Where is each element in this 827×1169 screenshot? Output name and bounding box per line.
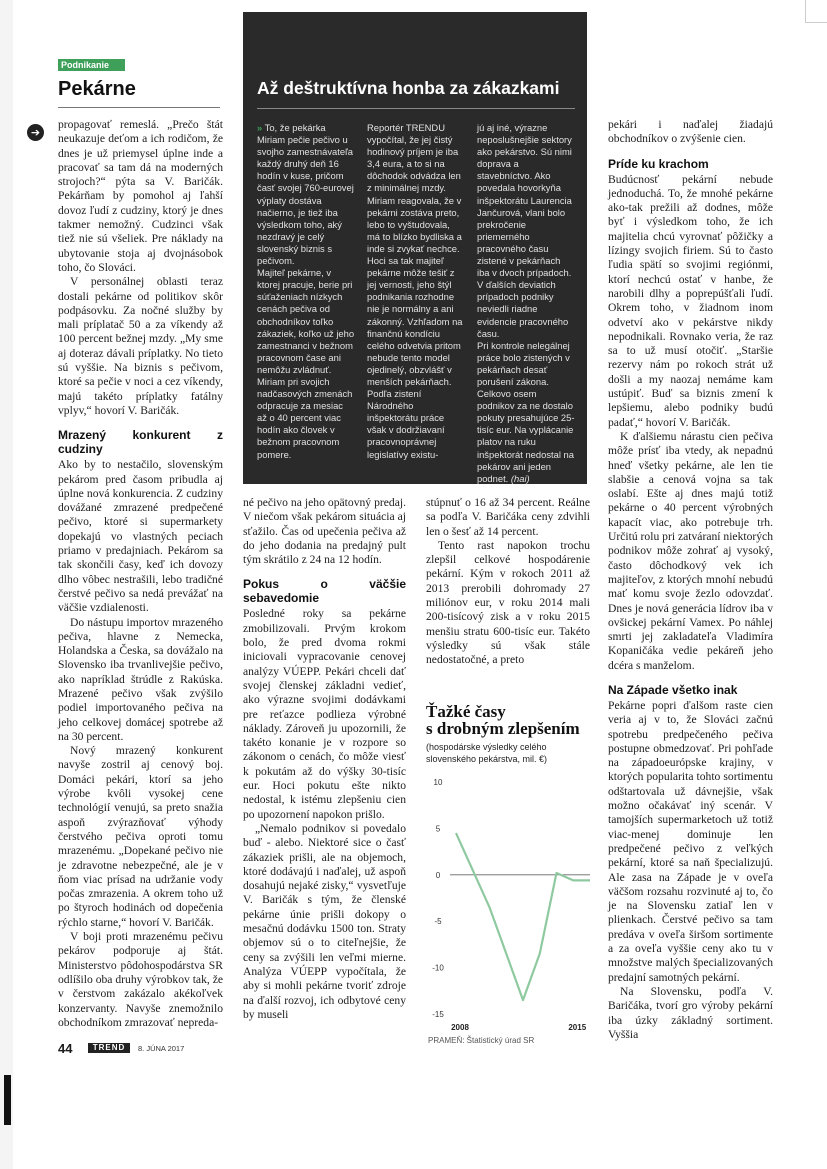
paragraph: né pečivo na jeho opätovný predaj. V niečom však pekárom situácia aj sťažilo. Čas od upečenia pečiva až do jeho dodania na predajný pult tým skrátilo z 24 na 12 hodín. [243,496,406,567]
continuation-arrow-icon: ➔ [27,124,44,141]
sidebar-text: Pri kontrole nelegálnej práce bolo zistených v pekárňach desať porušení zákona. Celkovo osem podnikov za ne dostalo pokuty presahujúce 25-tisíc eur. Na vyplácanie platov na ruku inšpektorát nedostal na pekárov ani jeden podnet. [477,339,575,484]
subheading: Mrazený konkurent z cudziny [58,428,223,457]
paragraph: Do nástupu importov mrazeného pečiva, hlavne z Nemecka, Holandska a Česka, sa dovážalo na Slovensko iba trvanlivejšie pečivo, ako napríklad štrúdle z Rakúska. Mrazené pečivo však zvýšilo podiel importovaného pečiva na jeho celkovej domácej spotrebe až na 30 percent. [58,615,223,743]
line-chart [420,772,596,1034]
paragraph: Posledné roky sa pekárne zmobilizovali. Prvým krokom bolo, že pred dvoma rokmi iniciovali vypracovanie cenovej analýzy VÚEPP. Pekári chceli dať svojej členskej základni vedieť, ako výrazne svojimi dodávkami pre reťazce podlieza výrobné náklady. Zároveň ju upozornili, že takéto konanie je v rozpore so zákonom o cenách, čo môže viesť k pokutám až do výšky 30-tisíc eur. Hoci pokutu ešte nikto nedostal, k istému zlepšeniu cien po upozornení napokon prišlo. [243,607,406,821]
sidebar-paragraph: Reportér TRENDU vypočítal, že jej čistý hodinový príjem je iba 3,4 eura, a to si na dôchodok odvádza len z minimálnej mzdy. Miriam reagovala, že v pekárni zostáva preto, lebo to vyštudovala, má to blízko bydliska a inde si zvykať nechce. [367,122,462,254]
scan-edge [0,0,13,1169]
paragraph: propagovať remeslá. „Prečo štát neukazuje deťom a ich rodičom, že dnes je už priemysel úplne inde a pracovať sa tam dá na moderných strojoch?“ pýta sa V. Baričák. Pekárňam by pomohol aj ľahší dovoz ľudí z cudziny, ktorý je dnes takmer nemožný. Cudzinci však tiež nie sú všeliek. Pre náklady na ubytovanie stoja aj dvojnásobok toho, čo Slováci. [58,118,223,274]
sidebar-paragraph: Hoci sa tak majiteľ pekárne môže tešiť z jej vernosti, jeho štýl podnikania rozhodne nie je normálny a ani zákonný. Vzhľadom na finančnú kondíciu celého odvetvia pritom nebude tento model ojedinelý, obzvlášť v menších pekárňach. [367,255,463,387]
x-tick-label: 2008 [451,1023,469,1032]
author-signature: (hai) [510,472,530,484]
article-column-4 [608,118,773,1042]
chart-title-line: s drobným zlepšením [426,719,580,738]
sidebar-column-3 [477,122,575,485]
sidebar-paragraph [477,340,575,485]
sidebar-column-1 [257,122,355,461]
paragraph: pekári i naďalej žiadajú obchodníkov o zvýšenie cien. [608,118,773,146]
paragraph: „Nemalo podnikov si povedalo buď - alebo. Niektoré sice o časť zákaziek prišli, ale na objemoch, ktoré dodávajú i naďalej, už aspoň dosahujú nejaké zisky,“ vysvetľuje V. Baričák s tým, že členské pekárne únie prišli dokopy o mesačnú dodávku 1500 ton. Straty objemov sú o to citeľnejšie, že ceny sa zvýšili len veľmi mierne. Analýza VÚEPP vypočítala, že aby si mohli pekárne tvoriť zdroje na ďalší rozvoj, ich odbytové ceny by museli [243,821,406,1021]
paragraph: V boji proti mrazenému pečivu pekárov podporuje aj štát. Ministerstvo pôdohospodárstva SR odlíšilo oba druhy výrobkov tak, že v čerstvom zakázalo akékoľvek konzervanty. Navyše znemožnilo obchodníkom zmrazovať nepreda- [58,930,223,1029]
sidebar-paragraph: jú aj iné, výrazne neposlušnejšie sektory ako pekárstvo. Sú nimi doprava a stavebníctvo. Ako povedala hovorkyňa inšpektorátu Laurencia Jančurová, vlani bolo prekročenie priemerného pracovného času zistené v pekárňach iba v dvoch prípadoch. V ďalších deviatich prípadoch podniky neviedli riadne evidencie pracovného času. [477,122,572,339]
subheading: Príde ku krachom [608,156,709,171]
paragraph: stúpnuť o 16 až 34 percent. Reálne sa podľa V. Baričáka ceny zdvihli len o šesť až 14 percent. [426,496,590,538]
paragraph: Pekárne popri ďalšom raste cien veria aj v to, že Slováci začnú spotrebu predpečeného pečiva postupne obmedzovať. Pri pohľade na západoeurópske krajiny, v ktorých popularita tohto sortimentu odštartovala už dávnejšie, však možno očakávať iný scenár. V tamojších supermarketoch už totiž viac-menej dominuje len predpečené pečivo z veľkých pekární, ktoré sa naň špecializujú. Ale zasa na Západe je v oveľa väčšom rozsahu rozvinuté aj to, čo je na Slovensku zatiaľ len v plienkach. Čerstvé pečivo sa tam predáva v oveľa širšom sortimente a za oveľa vyššie ceny ako tu v množstve malých špecializovaných predajní samotných pekární. [608,698,773,984]
y-tick-label: 5 [435,824,441,834]
chart-source: PRAMEŇ: Štatistický úrad SR [428,1036,535,1045]
paragraph: Tento rast napokon trochu zlepšil celkové hospodárenie pekární. Kým v rokoch 2011 až 2013 prerobili dohromady 27 miliónov eur, v roku 2014 mali 200-tisícový zisk a v roku 2015 menšiu stratu 600-tisíc eur. Takéto výsledky sú však stále nedostatočné, a preto [426,538,590,667]
chart-title [426,703,580,737]
paragraph: V personálnej oblasti teraz dostali pekárne od politikov skôr podpásovku. Za nočné služby by mali príplatač 50 a za víkendy až 100 percent bežnej mzdy. „My sme aj doteraz dávali príplatky. No tieto sú vyššie. Na biznis s pečivom, ktoré sa pečie v noci a cez víkendy, majú takéto príplatky fatálny vplyv,“ hovorí V. Baričák. [58,275,223,417]
paragraph: Budúcnosť pekární nebude jednoduchá. To, že mnohé pekárne ako-tak prežili až dodnes, môže byť i výsledkom toho, že ich majitelia chcú vyrovnať pôžičky a lízingy svojich firiem. Sú to často ľudia spätí so svojimi regiónmi, ktorí nechcú ostať v hanbe, že narobili dlhy a poprepúšťali ľudí. Okrem toho, v žiadnom inom odvetví ako v pekárstve nikdy nepodnikali. Rovnako veria, že raz sa to už musí otočiť. „Staršie rezervy nám po rokoch strát už došli a my naozaj nemáme kam ustúpiť. Buď sa biznis zmení k lepšiemu, alebo podniky budú padať,“ hovorí V. Baričák. [608,172,773,429]
paragraph: Na Slovensku, podľa V. Baričáka, tvorí gro výroby pekární iba úzky základný sortiment. Vyššia [608,984,773,1041]
y-tick-label: -5 [434,917,442,927]
chart-title-line: Ťažké časy [426,702,506,721]
paragraph: K ďalšiemu nárastu cien pečiva môže prísť iba vtedy, ak nepadnú hneď všetky pekárne, ale len tie slabšie a cenová vojna sa tak oslabí. Ešte aj dnes majú totiž pekárne o 40 percent výrobných kapacít viac, ako potrebuje trh. Určitú rolu pri zatváraní niektorých podnikov môže zohrať aj vysoký, často dôchodkový vek ich majiteľov, z ktorých mnohí nebudú mať komu svoje žezlo odovzdať. Dnes je nová generácia lídrov iba v ovšickej pekární Vamex. Po náhlej smrti jej zakladateľa Vladimíra Kopaničáka vedie pekáreň jeho dcéra s manželom. [608,429,773,672]
y-tick-label: 0 [435,870,441,880]
magazine-logo: TREND [88,1043,130,1053]
scan-mark [4,1075,11,1125]
article-column-1 [58,118,223,1030]
x-tick-label: 2015 [568,1023,587,1032]
page-corner [805,0,827,23]
sidebar-title: Až deštruktívna honba za zákazkami [257,78,560,98]
subheading: Na Západe všetko inak [608,682,738,697]
title-divider [58,107,220,108]
chart-subtitle: (hospodárske výsledky celého slovenského pekárstva, mil. €) [426,742,548,764]
issue-date: 8. JÚNA 2017 [138,1044,185,1053]
y-tick-label: -15 [432,1010,444,1019]
sidebar-column-2 [367,122,465,461]
sidebar-paragraph: Majiteľ pekárne, v ktorej pracuje, berie pri súťaženiach nízkych cenách pečiva od obchodníkov toľko zákaziek, koľko už jeho zamestnanci v bežnom pracovnom čase ani nemôžu zvládnuť. [257,267,355,375]
section-title: Pekárne [58,78,136,100]
sidebar-box [243,12,587,484]
sidebar-divider [257,108,575,109]
series-line [456,833,590,1000]
article-column-3 [426,496,590,668]
sidebar-text: To, že pekárka Miriam pečie pečivo u svojho zamestnávateľa každý druhý deň 16 hodín v kuse, pričom časť svojej 760-eurovej výplaty dostáva načierno, je tiež iba výsledkom toho, aký nezdravý je celý slovenský biznis s pečivom. [257,122,354,267]
sidebar-paragraph [257,122,355,267]
paragraph: Ako by to nestačilo, slovenským pekárom pred časom pribudla aj úplne nová konkurencia. Z cudziny dovážané zmrazené predpečené pečivo, ktoré si supermarkety dopekajú vo vlastných peciach priamo v predajniach. Pekárom sa tak skončili časy, keď ich dovozy dlho vôbec nestrašili, lebo tradičné čerstvé pečivo sa nedá prevážať na väčšie vzdialenosti. [58,458,223,615]
sidebar-paragraph: Podľa zistení Národného inšpektorátu práce však v dodržiavaní pracovnoprávnej legislatívy existu- [367,388,445,460]
sidebar-paragraph: Miriam pri svojich nadčasových zmenách odpracuje za mesiac až o 40 percent viac hodín ako človek v bežnom pracovnom pomere. [257,375,353,460]
section-tag: Podnikanie [58,59,125,71]
y-tick-label: 10 [433,778,443,787]
subheading: Pokus o väčšie sebavedomie [243,577,406,606]
article-column-2 [243,496,406,1022]
paragraph: Nový mrazený konkurent navyše zostril aj cenový boj. Domáci pekári, ktorí sa jeho výrobe kvôli vysokej cene technológií venujú, sa preto snažia aspoň zvýrazňovať výhody čerstvého pečiva oproti tomu mrazenému. „Dopekané pečivo nie je zdravotne nebezpečné, ale je v ňom viac prísad na udržanie vody počas zmrazenia. A okrem toho už po štyroch hodinách od dopečenia rýchlo starne,“ hovorí V. Baričák. [58,744,223,929]
y-tick-label: -10 [432,963,444,973]
page-number: 44 [58,1041,73,1056]
chevron-marker-icon: » [257,122,263,133]
